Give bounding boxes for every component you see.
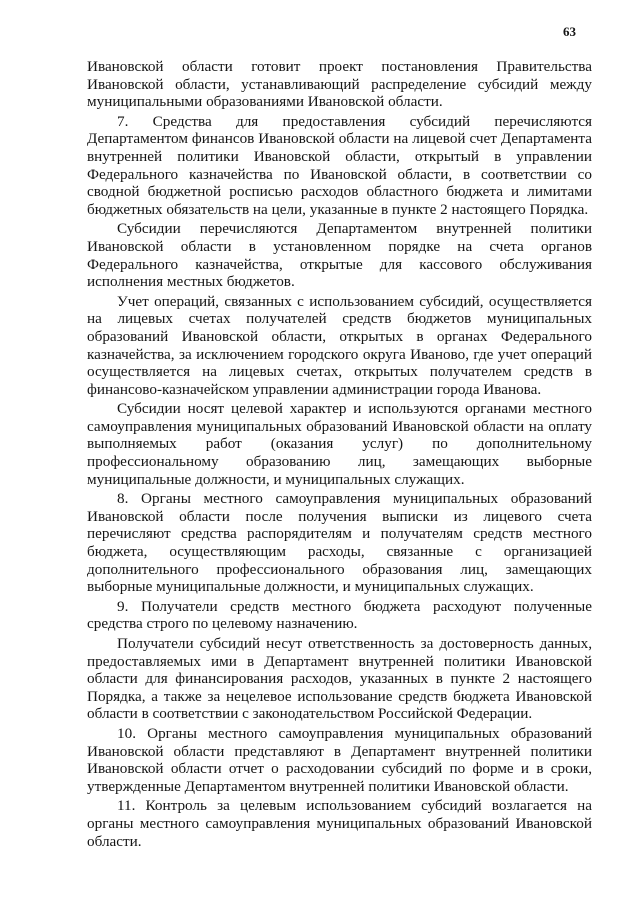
paragraph-continuation: Ивановской области готовит проект постановления Правительства Ивановской области, устанавливающий распределение субсидий между муниципальными образованиями Ивановской области.	[87, 58, 592, 111]
paragraph-subsidies-transfer: Субсидии перечисляются Департаментом внутренней политики Ивановской области в установленном порядке на счета органов Федерального казначейства, открытые для кассового обслуживания исполнения местных бюджетов.	[87, 220, 592, 291]
paragraph-item-9: 9. Получатели средств местного бюджета расходуют полученные средства строго по целевому назначению.	[87, 597, 592, 633]
paragraph-accounting: Учет операций, связанных с использованием субсидий, осуществляется на лицевых счетах получателей средств бюджетов муниципальных образований Ивановской области, открытых в органах Федерального казначейства, за исключением городского округа Иваново, где учет операций осуществляется на лицевых счетах, открытых получателем средств в финансово-казначейском управлении администрации города Иванова.	[87, 292, 592, 398]
paragraph-item-7: 7. Средства для предоставления субсидий перечисляются Департаментом финансов Ивановской области на лицевой счет Департамента внутренней политики Ивановской области, открытый в управлении Федерального казначейства по Ивановской области, в соответствии со сводной бюджетной росписью расходов областного бюджета и лимитами бюджетных обязательств на цели, указанные в пункте 2 настоящего Порядка.	[87, 112, 592, 218]
paragraph-item-10: 10. Органы местного самоуправления муниципальных образований Ивановской области представляют в Департамент внутренней политики Ивановской области отчет о расходовании субсидий по форме и в сроки, утвержденные Департаментом внутренней политики Ивановской области.	[87, 724, 592, 795]
paragraph-responsibility: Получатели субсидий несут ответственность за достоверность данных, предоставляемых ими в Департамент внутренней политики Ивановской области для финансирования расходов, указанных в пункте 2 настоящего Порядка, а также за нецелевое использование средств бюджета Ивановской области в соответствии с законодательством Российской Федерации.	[87, 635, 592, 723]
paragraph-item-8: 8. Органы местного самоуправления муниципальных образований Ивановской области после получения выписки из лицевого счета перечисляют средства распорядителям и получателям средств местного бюджета, осуществляющим расходы, связанные с организацией дополнительного профессионального образования лиц, замещающих выборные муниципальные должности, и муниципальных служащих.	[87, 490, 592, 596]
page-number: 63	[563, 24, 576, 39]
paragraph-item-11: 11. Контроль за целевым использованием субсидий возлагается на органы местного самоуправления муниципальных образований Ивановской области.	[87, 797, 592, 850]
document-body	[87, 58, 592, 852]
paragraph-subsidies-purpose: Субсидии носят целевой характер и используются органами местного самоуправления муниципальных образований Ивановской области на оплату выполняемых работ (оказания услуг) по дополнительному профессиональному образованию лиц, замещающих выборные муниципальные должности, и муниципальных служащих.	[87, 400, 592, 488]
